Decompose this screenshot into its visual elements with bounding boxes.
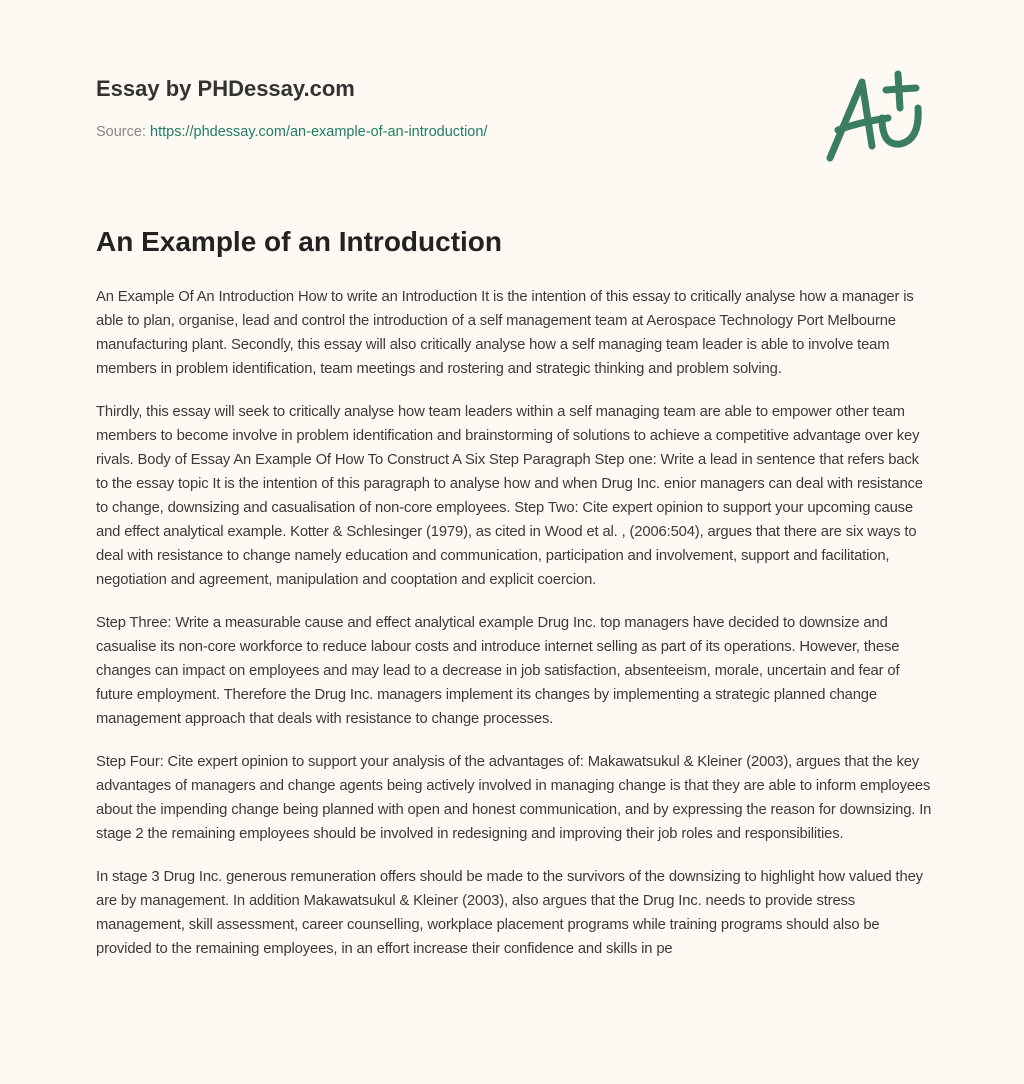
paragraph: In stage 3 Drug Inc. generous remuneration offers should be made to the survivors of the downsizing to highlight how valued they are by management. In addition Makawatsukul & Kleiner (2003), also argues that the Drug Inc. needs to provide stress management, skill assessment, career counselling, workplace placement programs while training programs should also be provided to the remaining employees, in an effort increase their confidence and skills in pe [96, 869, 923, 957]
paragraph: Step Four: Cite expert opinion to support your analysis of the advantages of: Makawatsukul & Kleiner (2003), argues that the key advantages of managers and change agents being actively involved in managing change is that they are able to inform employees about the impending change being planned with open and honest communication, and by expressing the reason for downsizing. In stage 2 the remaining employees should be involved in redesigning and improving their job roles and responsibilities. [96, 754, 932, 842]
source-line [96, 124, 487, 140]
article-body [96, 285, 932, 980]
source-link[interactable]: https://phdessay.com/an-example-of-an-introduction/ [150, 124, 488, 140]
paragraph: Step Three: Write a measurable cause and effect analytical example Drug Inc. top managers have decided to downsize and casualise its non-core workforce to reduce labour costs and introduce internet selling as part of its operations. However, these changes can impact on employees and may lead to a decrease in job satisfaction, absenteeism, morale, uncertain and fear of future employment. Therefore the Drug Inc. managers implement its changes by implementing a strategic planned change management approach that deals with resistance to change processes. [96, 615, 900, 727]
paragraph: An Example Of An Introduction How to write an Introduction It is the intention of this essay to critically analyse how a manager is able to plan, organise, lead and control the introduction of a self management team at Aerospace Technology Port Melbourne manufacturing plant. Secondly, this essay will also critically analyse how a self managing team leader is able to involve team members in problem identification, team meetings and rostering and strategic thinking and problem solving. [96, 289, 914, 377]
article-title: An Example of an Introduction [96, 226, 503, 257]
brand-title: Essay by PHDessay.com [96, 76, 355, 101]
paragraph: Thirdly, this essay will seek to critically analyse how team leaders within a self managing team are able to empower other team members to become involve in problem identification and brainstorming of solutions to achieve a competitive advantage over key rivals. Body of Essay An Example Of How To Construct A Six Step Paragraph Step one: Write a lead in sentence that refers back to the essay topic It is the intention of this paragraph to analyse how and when Drug Inc. enior managers can deal with resistance to change, downsizing and casualisation of non-core employees. Step Two: Cite expert opinion to support your upcoming cause and effect analytical example. Kotter & Schlesinger (1979), as cited in Wood et al. , (2006:504), argues that there are six ways to deal with resistance to change namely education and communication, participation and involvement, support and facilitation, negotiation and agreement, manipulation and cooptation and explicit coercion. [96, 404, 923, 588]
source-label: Source: [96, 124, 146, 140]
a-plus-logo-icon [820, 68, 930, 168]
page-header [0, 0, 1024, 200]
